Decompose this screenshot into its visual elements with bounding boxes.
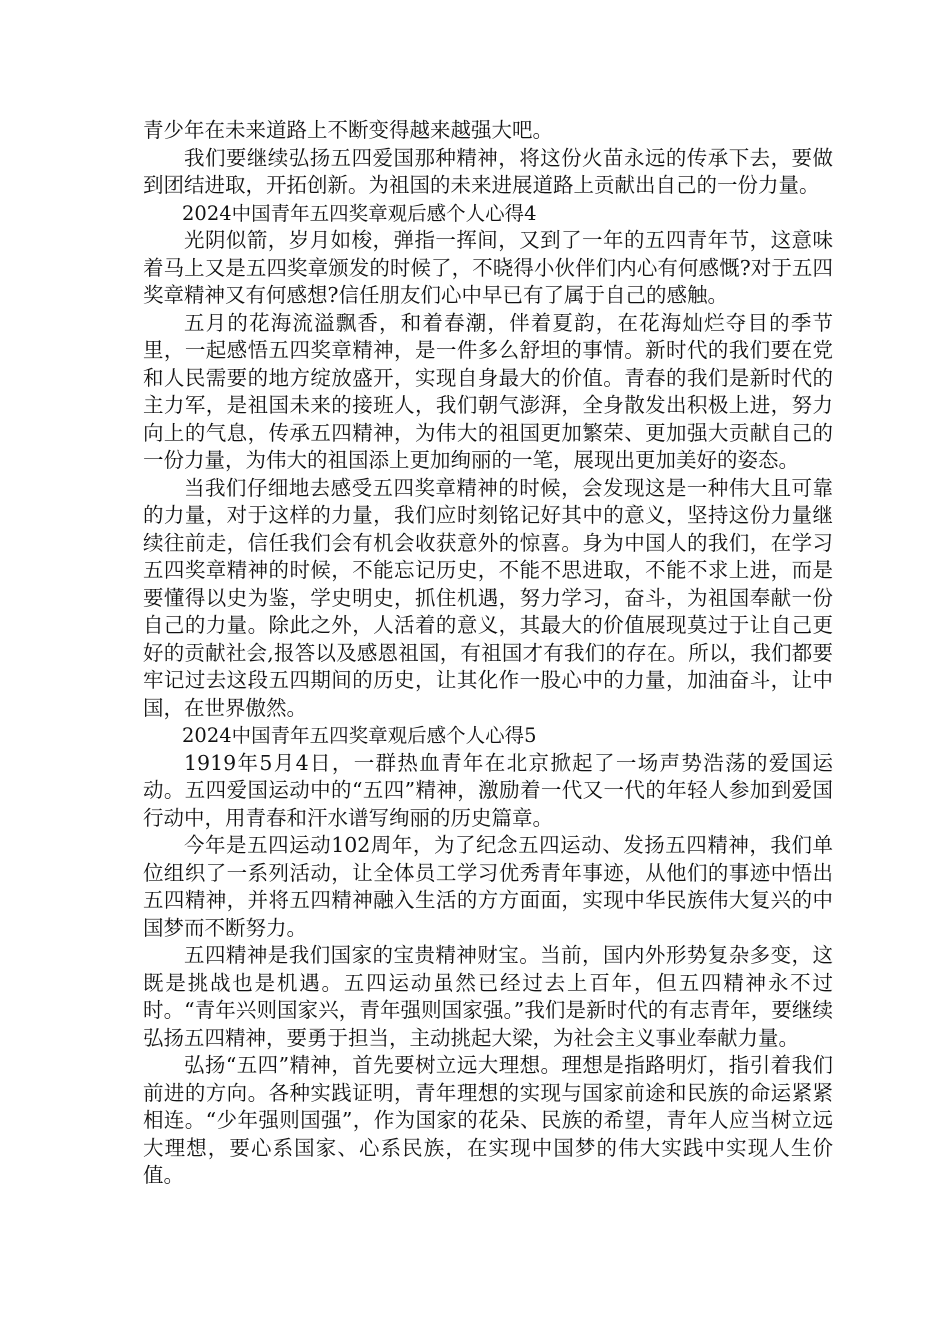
paragraph: 五月的花海流溢飘香，和着春潮，伴着夏韵，在花海灿烂夺目的季节里，一起感悟五四奖章精神，是一件多么舒坦的事情。新时代的我们要在党和人民需要的地方绽放盛开，实现自身最大的价值。青春的我们是新时代的主力军，是祖国未来的接班人，我们朝气澎湃，全身散发出积极上进，努力向上的气息，传承五四精神，为伟大的祖国更加繁荣、更加强大贡献自己的一份力量，为伟大的祖国添上更加绚丽的一笔，展现出更加美好的姿态。 (143, 310, 833, 472)
paragraph: 五四精神是我们国家的宝贵精神财宝。当前，国内外形势复杂多变，这既是挑战也是机遇。五四运动虽然已经过去上百年，但五四精神永不过时。“青年兴则国家兴，青年强则国家强。”我们是新时代的有志青年，要继续弘扬五四精神，要勇于担当，主动挑起大梁，为社会主义事业奉献力量。 (143, 943, 833, 1050)
paragraph: 今年是五四运动102周年，为了纪念五四运动、发扬五四精神，我们单位组织了一系列活动，让全体员工学习优秀青年事迹，从他们的事迹中悟出五四精神，并将五四精神融入生活的方方面面，实现中华民族伟大复兴的中国梦而不断努力。 (143, 833, 833, 940)
paragraph: 当我们仔细地去感受五四奖章精神的时候，会发现这是一种伟大且可靠的力量，对于这样的力量，我们应时刻铭记好其中的意义，坚持这份力量继续往前走，信任我们会有机会收获意外的惊喜。身为中国人的我们，在学习五四奖章精神的时候，不能忘记历史，不能不思进取，不能不求上进，而是要懂得以史为鉴，学史明史，抓住机遇，努力学习，奋斗，为祖国奉献一份自己的力量。除此之外，人活着的意义，其最大的价值展现莫过于让自己更好的贡献社会,报答以及感恩祖国，有祖国才有我们的存在。所以，我们都要牢记过去这段五四期间的历史，让其化作一股心中的力量，加油奋斗，让中国，在世界傲然。 (143, 475, 833, 720)
paragraph: 光阴似箭，岁月如梭，弹指一挥间，又到了一年的五四青年节，这意味着马上又是五四奖章颁发的时候了，不晓得小伙伴们内心有何感慨?对于五四奖章精神又有何感想?信任朋友们心中早已有了属于自己的感触。 (143, 228, 833, 307)
paragraph-continuation: 青少年在未来道路上不断变得越来越强大吧。 (143, 118, 553, 142)
paragraph: 弘扬“五四”精神，首先要树立远大理想。理想是指路明灯，指引着我们前进的方向。各种实践证明，青年理想的实现与国家前途和民族的命运紧紧相连。“少年强则国强”，作为国家的花朵、民族的希望，青年人应当树立远大理想，要心系国家、心系民族，在实现中国梦的伟大实践中实现人生价值。 (143, 1053, 833, 1187)
paragraph: 1919年5月4日，一群热血青年在北京掀起了一场声势浩荡的爱国运动。五四爱国运动中的“五四”精神，激励着一代又一代的年轻人参加到爱国行动中，用青春和汗水谱写绚丽的历史篇章。 (143, 750, 833, 830)
section-heading: 2024中国青年五四奖章观后感个人心得5 (182, 724, 537, 747)
document-body (143, 117, 833, 1190)
section-heading: 2024中国青年五四奖章观后感个人心得4 (182, 201, 537, 225)
paragraph: 我们要继续弘扬五四爱国那种精神，将这份火苗永远的传承下去，要做到团结进取，开拓创新。为祖国的未来进展道路上贡献出自己的一份力量。 (143, 145, 833, 197)
